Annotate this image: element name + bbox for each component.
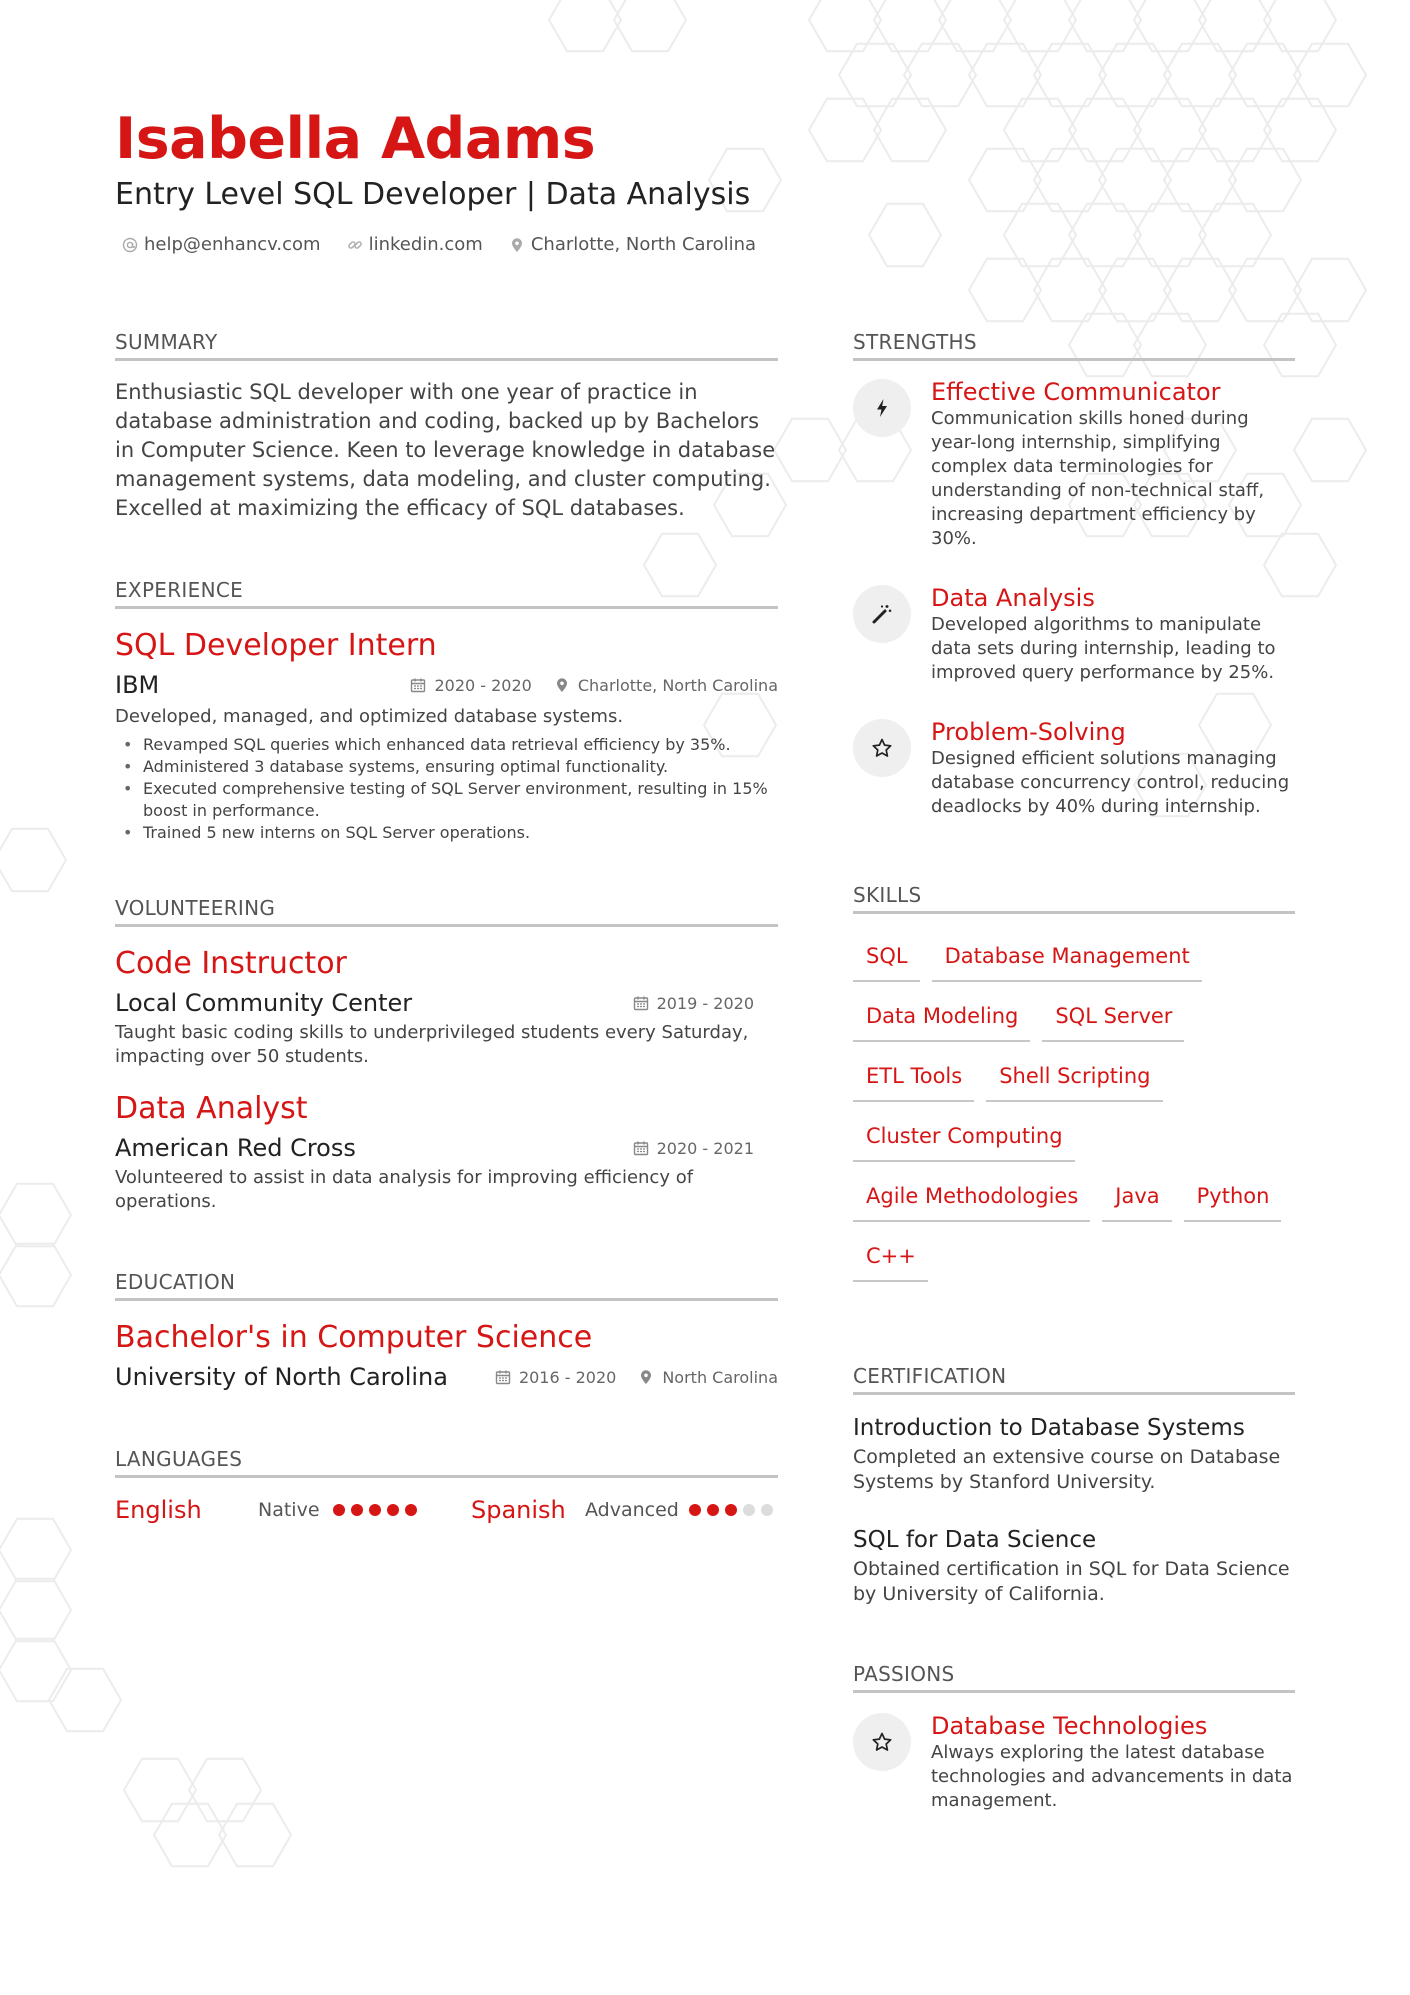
job-meta: [410, 676, 778, 695]
volunteer-dates-text: 2019 - 2020: [656, 993, 754, 1013]
language-level: Native: [258, 1499, 320, 1521]
language-name: English: [115, 1496, 202, 1524]
strengths-section: [853, 328, 1295, 819]
rating-dot-filled: [707, 1504, 719, 1516]
link-icon: [347, 237, 363, 253]
certification-title: Introduction to Database Systems: [853, 1415, 1245, 1441]
volunteer-org-row: [115, 987, 778, 1019]
email-text: help@enhancv.com: [144, 234, 321, 255]
contact-row: [122, 232, 756, 258]
rating-dot-filled: [405, 1504, 417, 1516]
education-entry: [115, 1318, 778, 1393]
education-heading: EDUCATION: [115, 1268, 778, 1301]
passions-heading: PASSIONS: [853, 1660, 1295, 1693]
strength-icon-circle: [853, 379, 911, 437]
star-icon: [871, 1731, 893, 1753]
star-icon: [871, 737, 893, 759]
certification-heading: CERTIFICATION: [853, 1362, 1295, 1395]
calendar-icon: [633, 1140, 649, 1156]
volunteer-org: American Red Cross: [115, 1134, 356, 1162]
language-rating-dots: [333, 1504, 417, 1516]
strength-item: [853, 717, 1295, 819]
job-location-text: Charlotte, North Carolina: [577, 675, 778, 695]
strength-title: Effective Communicator: [931, 378, 1221, 406]
job-role: SQL Developer Intern: [115, 628, 437, 663]
location-pin-icon: [554, 677, 570, 693]
calendar-icon: [495, 1369, 511, 1385]
skills-heading: SKILLS: [853, 881, 1295, 914]
linkedin-text: linkedin.com: [368, 234, 483, 255]
rating-dot-filled: [369, 1504, 381, 1516]
skill-tag: SQL Server: [1042, 990, 1184, 1042]
job-description: Developed, managed, and optimized database systems.: [115, 706, 624, 727]
skills-section: [853, 881, 1295, 1290]
strength-title: Problem-Solving: [931, 718, 1126, 746]
job-bullet: • Revamped SQL queries which enhanced data retrieval efficiency by 35%.: [143, 734, 778, 756]
job-bullet: • Administered 3 database systems, ensuring optimal functionality.: [143, 756, 778, 778]
job-org-row: [115, 669, 778, 701]
strength-item: [853, 377, 1295, 551]
certification-title: SQL for Data Science: [853, 1527, 1097, 1553]
passion-icon-circle: [853, 1713, 911, 1771]
job-location: [554, 676, 778, 695]
volunteering-entry: [115, 944, 778, 1069]
summary-text: Enthusiastic SQL developer with one year of practice in database administration and coding, backed up by Bachelors in Computer Science. Keen to leverage knowledge in database management systems, data modeling, and cluster computing. Excelled at maximizing the efficacy of SQL databases.: [115, 380, 776, 520]
strength-icon-circle: [853, 585, 911, 643]
strength-description: Designed efficient solutions managing database concurrency control, reducing deadlocks by 40% during internship.: [931, 748, 1290, 817]
education-meta: [495, 1368, 778, 1387]
rating-dot-filled: [351, 1504, 363, 1516]
skill-tag: Java: [1102, 1170, 1171, 1222]
rating-dot-filled: [333, 1504, 345, 1516]
left-column: [115, 328, 778, 1524]
skill-tag: ETL Tools: [853, 1050, 974, 1102]
lightning-bolt-icon: [871, 397, 893, 419]
volunteer-description: Volunteered to assist in data analysis for improving efficiency of operations.: [115, 1167, 694, 1212]
experience-section: [115, 576, 778, 844]
experience-entry: [115, 626, 778, 844]
job-company: IBM: [115, 671, 160, 699]
candidate-title: Entry Level SQL Developer | Data Analysis: [115, 177, 751, 212]
volunteer-dates: [633, 994, 754, 1013]
education-dates: [495, 1368, 616, 1387]
education-section: [115, 1268, 778, 1393]
calendar-icon: [633, 995, 649, 1011]
right-column: [853, 328, 1295, 1813]
volunteer-dates: [633, 1139, 754, 1158]
language-rating-dots: [689, 1504, 773, 1516]
strength-title: Data Analysis: [931, 584, 1095, 612]
calendar-icon: [410, 677, 426, 693]
certification-description: Obtained certification in SQL for Data Science by University of California.: [853, 1558, 1290, 1605]
location-pin-icon: [638, 1369, 654, 1385]
skill-tag: SQL: [853, 930, 920, 982]
contact-location: [509, 232, 756, 258]
volunteer-meta: [633, 994, 754, 1013]
job-dates-text: 2020 - 2020: [434, 675, 532, 695]
experience-heading: EXPERIENCE: [115, 576, 778, 609]
strength-item: [853, 583, 1295, 685]
job-dates: [410, 676, 531, 695]
certification-description: Completed an extensive course on Database Systems by Stanford University.: [853, 1446, 1281, 1493]
volunteering-entry: [115, 1089, 778, 1214]
skill-tag: C++: [853, 1230, 928, 1282]
at-sign-icon: [122, 237, 138, 253]
volunteer-dates-text: 2020 - 2021: [656, 1138, 754, 1158]
location-pin-icon: [509, 237, 525, 253]
skill-tag: Shell Scripting: [986, 1050, 1162, 1102]
skills-list: [853, 930, 1295, 1290]
education-org-row: [115, 1361, 778, 1393]
volunteer-description: Taught basic coding skills to underprivileged students every Saturday, impacting over 50 students.: [115, 1022, 749, 1067]
contact-email[interactable]: [122, 232, 321, 258]
skill-tag: Python: [1184, 1170, 1282, 1222]
volunteering-section: [115, 894, 778, 1214]
candidate-name: Isabella Adams: [115, 106, 596, 172]
volunteer-role: Code Instructor: [115, 946, 347, 981]
strength-description: Developed algorithms to manipulate data sets during internship, leading to improved query performance by 25%.: [931, 614, 1276, 683]
passion-item: [853, 1711, 1295, 1813]
skill-tag: Agile Methodologies: [853, 1170, 1090, 1222]
certification-entry: [853, 1413, 1295, 1495]
passion-description: Always exploring the latest database technologies and advancements in data management.: [931, 1742, 1293, 1811]
rating-dot-filled: [689, 1504, 701, 1516]
education-location-text: North Carolina: [662, 1367, 778, 1387]
job-bullet: • Trained 5 new interns on SQL Server operations.: [143, 822, 778, 844]
education-location: [638, 1368, 778, 1387]
strengths-heading: STRENGTHS: [853, 328, 1295, 361]
skill-tag: Database Management: [932, 930, 1202, 982]
language-name: Spanish: [471, 1496, 566, 1524]
rating-dot-empty: [743, 1504, 755, 1516]
summary-heading: SUMMARY: [115, 328, 778, 361]
languages-heading: LANGUAGES: [115, 1445, 778, 1478]
location-text: Charlotte, North Carolina: [530, 234, 757, 255]
certification-entry: [853, 1525, 1295, 1607]
education-dates-text: 2016 - 2020: [518, 1367, 617, 1387]
passion-title: Database Technologies: [931, 1712, 1208, 1740]
volunteer-org: Local Community Center: [115, 989, 413, 1017]
skill-tag: Data Modeling: [853, 990, 1030, 1042]
strength-icon-circle: [853, 719, 911, 777]
contact-linkedin[interactable]: [347, 232, 483, 258]
volunteer-org-row: [115, 1132, 778, 1164]
skill-tag: Cluster Computing: [853, 1110, 1075, 1162]
certification-section: [853, 1362, 1295, 1607]
volunteer-role: Data Analyst: [115, 1091, 308, 1126]
rating-dot-empty: [761, 1504, 773, 1516]
school: University of North Carolina: [115, 1363, 448, 1391]
languages-section: [115, 1445, 778, 1524]
volunteering-heading: VOLUNTEERING: [115, 894, 778, 927]
languages-row: [115, 1496, 778, 1524]
magic-wand-icon: [871, 603, 893, 625]
strength-description: Communication skills honed during year-long internship, simplifying complex data terminologies for understanding of non-technical staff, increasing department efficiency by 30%.: [931, 408, 1265, 549]
summary-section: [115, 328, 778, 523]
job-bullet: • Executed comprehensive testing of SQL Server environment, resulting in 15% boost in performance.: [143, 778, 778, 822]
rating-dot-filled: [387, 1504, 399, 1516]
passions-section: [853, 1660, 1295, 1813]
language-level: Advanced: [585, 1499, 679, 1521]
job-bullets: [115, 734, 778, 844]
volunteer-meta: [633, 1139, 754, 1158]
rating-dot-filled: [725, 1504, 737, 1516]
degree: Bachelor's in Computer Science: [115, 1320, 593, 1355]
